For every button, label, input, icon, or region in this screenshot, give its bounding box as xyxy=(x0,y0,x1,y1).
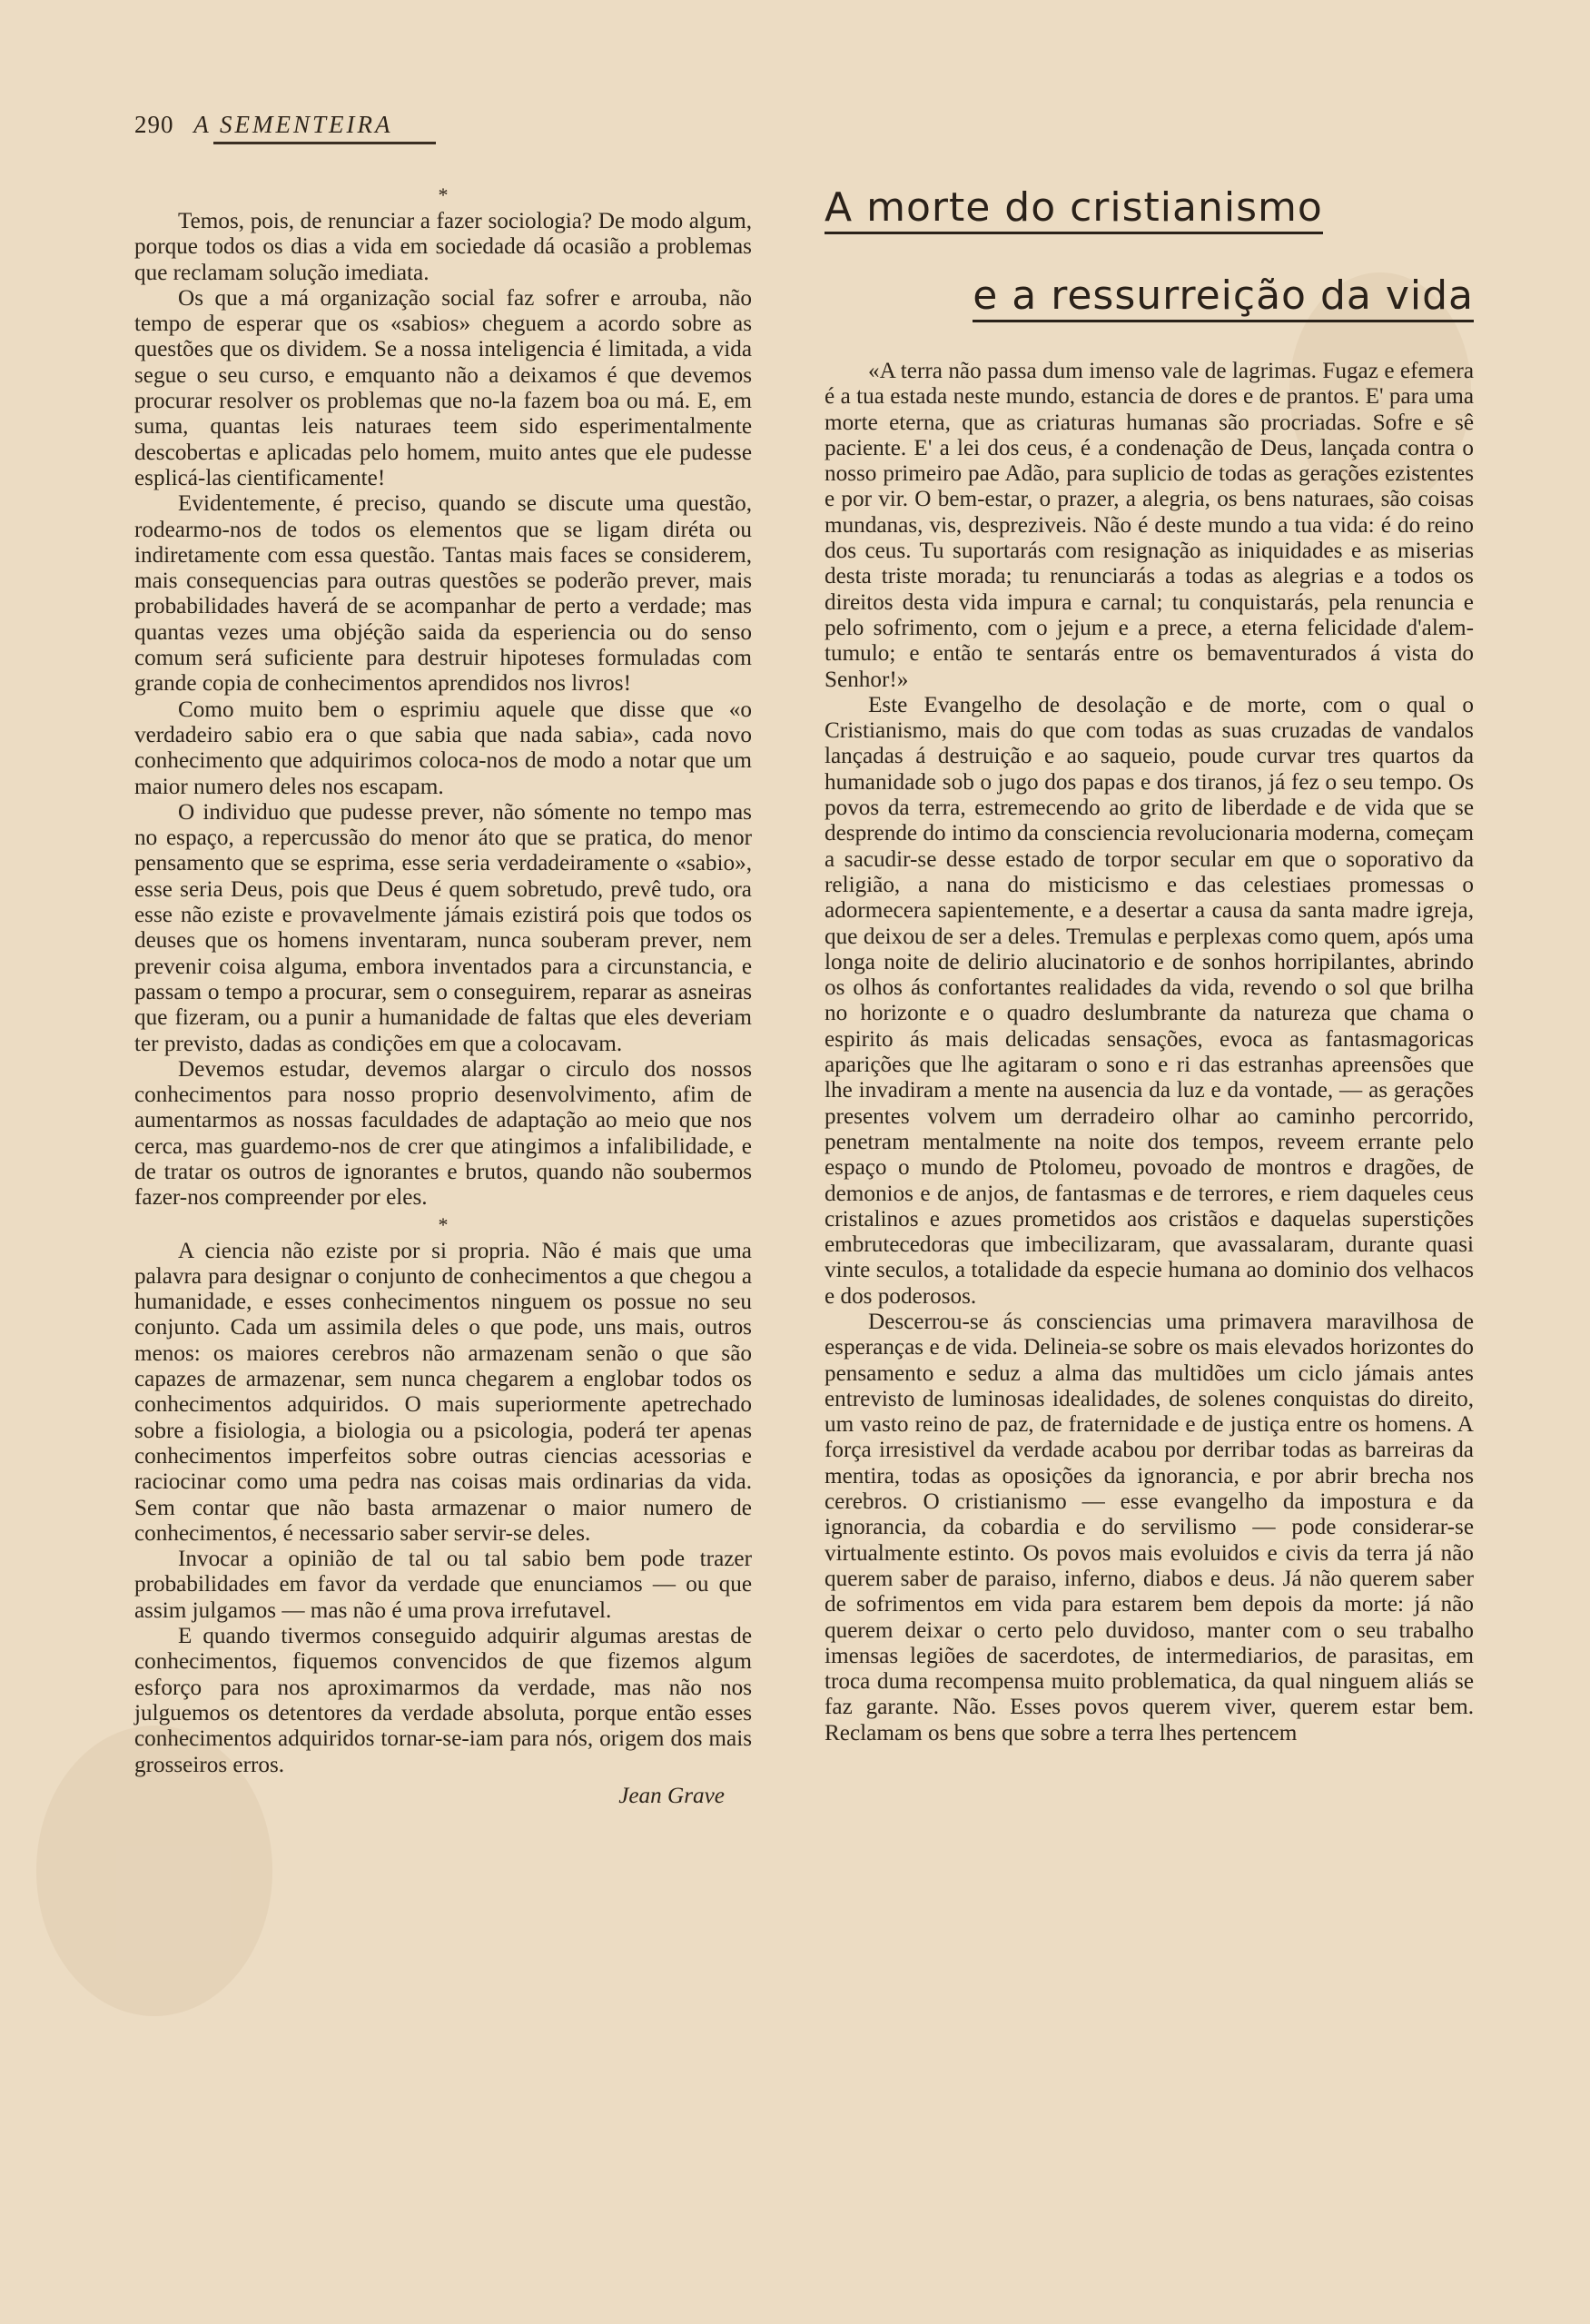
left-column xyxy=(134,182,752,1809)
paragraph: E quando tivermos conseguido adquirir algumas arestas de conhecimentos, fiquemos convencidos de que fizemos algum esforço para nos aproximarmos da verdade, mas não nos julguemos os detentores da verdade absoluta, porque então esses conhecimentos adquiridos tornar-se-iam para nós, origem dos mais grosseiros erros. xyxy=(134,1624,752,1777)
right-column xyxy=(825,186,1474,1746)
header-rule xyxy=(213,142,436,144)
paragraph: Devemos estudar, devemos alargar o circulo dos nossos conhecimentos para nosso proprio desenvolvimento, afim de aumentarmos as nossas faculdades de adaptação ao meio que nos cerca, mas guardemo-nos de crer que atingimos a infalibilidade, e de tratar os outros de ignorantes e brutos, quando não soubermos fazer-nos compreender por eles. xyxy=(134,1056,752,1211)
section-separator: * xyxy=(438,183,449,206)
paragraph: Invocar a opinião de tal ou tal sabio bem pode trazer probabilidades em favor da verdade que enunciamos — ou que assim julgamos — mas não é uma prova irrefutavel. xyxy=(134,1547,752,1623)
paragraph: Como muito bem o esprimiu aquele que disse que «o verdadeiro sabio era o que sabia que nada sabia», cada novo conhecimento que adquirimos coloca-nos de modo a notar que um maior numero deles nos escapam. xyxy=(134,697,752,799)
paragraph: Este Evangelho de desolação e de morte, com o qual o Cristianismo, mais do que com todas as suas cruzadas de vandalos lançadas á destruição e ao saqueio, poude curvar tres quartos da humanidade sob o jugo dos papas e dos tiranos, já fez o seu tempo. Os povos da terra, estremecendo ao grito de liberdade e de vida que se desprende do intimo da consciencia revolucionaria moderna, começam a sacudir-se desse estado de torpor secular em que o soporativo da religião, a nana do misticismo e das celestiaes promessas o adormecera sapientemente, e a desertar a causa da santa madre igreja, que deixou de ser a deles. Tremulas e perplexas como quem, após uma longa noite de delirio alucinatorio e de sonhos horripilantes, abrindo os olhos ás confortantes realidades da vida, revendo o sol que brilha no horizonte e o quadro deslumbrante da natureza que chama o espirito ás mais delicadas sensações, evoca as fantasmagoricas aparições que lhe agitaram o sono e ri das estranhas apreensões que lhe invadiram a mente na ausencia da luz e da vontade, — as gerações presentes volvem um derradeiro olhar ao caminho percorrido, penetram mentalmente na noite dos tempos, reveem errante pelo espaço o mundo de Ptolomeu, povoado de montros e dragões, de demonios e de anjos, de fantasmas e de terrores, e riem daqueles ceus cristalinos e azues prometidos aos cristãos e daquelas superstições embrutecedoras que imbecilizaram, que avassalaram, durante quasi vinte seculos, a totalidade da especie humana ao dominio dos velhacos e dos poderosos. xyxy=(825,692,1474,1309)
section-separator: * xyxy=(438,1212,449,1236)
title-line-2: e a ressurreição da vida xyxy=(973,274,1474,322)
paragraph: O individuo que pudesse prever, não sómente no tempo mas no espaço, a repercussão do menor áto que se pratica, do menor pensamento que se esprima, esse seria verdadeiramente o «sabio», esse seria Deus, pois que Deus é quem sobretudo, prevê tudo, ora esse não eziste e provavelmente jámais ezistirá pois que todos os deuses que os homens inventaram, nunca souberam prever, nem prevenir coisa alguma, embora inventados para a circunstancia, e passam o tempo a procurar, sem o conseguirem, reparar as asneiras que fizeram, ou a punir a humanidade de faltas que eles deveriam ter previsto, dadas as condições em que a colocavam. xyxy=(134,799,752,1056)
paragraph: Temos, pois, de renunciar a fazer sociologia? De modo algum, porque todos os dias a vida em sociedade dá ocasião a problemas que reclamam solução imediata. xyxy=(134,209,752,285)
author-signature: Jean Grave xyxy=(618,1783,725,1808)
title-line-1: A morte do cristianismo xyxy=(825,186,1323,234)
page-number: 290 xyxy=(134,111,174,138)
page-header xyxy=(134,111,392,139)
article-title xyxy=(825,186,1474,322)
publication-title: A SEMENTEIRA xyxy=(193,111,393,138)
paragraph: Descerrou-se ás consciencias uma primavera maravilhosa de esperanças e de vida. Delineia-se sobre os mais elevados horizontes do pensamento e seduz a alma das multidões um ciclo jámais antes entrevisto de luminosas idealidades, de solenes conquistas do direito, um vasto reino de paz, de fraternidade e de justiça entre os homens. A força irresistivel da verdade acabou por derribar todas as barreiras da mentira, todas as oposições da ignorancia, e por abrir brecha nos cerebros. O cristianismo — esse evangelho da impostura e da ignorancia, da cobardia e do servilismo — pode considerar-se virtualmente estinto. Os povos mais evoluidos e civis da terra já não querem saber de paraiso, inferno, diabos e deus. Já não querem saber de sofrimentos em vida para estarem bem depois da morte: já não querem deixar o certo pelo duvidoso, manter com o seu trabalho imensas legiões de sacerdotes, de intermediarios, de parasitas, em troca duma recompensa muito problematica, da qual ninguem aliás se faz garante. Não. Esses povos querem viver, querem estar bem. Reclamam os bens que sobre a terra lhes pertencem xyxy=(825,1309,1474,1745)
paragraph: Os que a má organização social faz sofrer e arrouba, não tempo de esperar que os «sabios» cheguem a acordo sobre as questões que os dividem. Se a nossa inteligencia é limitada, a vida segue o seu curso, e emquanto não a deixamos é que devemos procurar resolver os problemas que no-la fazem boa ou má. E, em suma, quantas leis naturaes teem sido esperimentalmente descobertas e aplicadas pelo homem, muito antes que ele pudesse esplicá-las cientificamente! xyxy=(134,285,752,490)
paragraph: «A terra não passa dum imenso vale de lagrimas. Fugaz e efemera é a tua estada neste mundo, estancia de dores e de prantos. E' para uma morte eterna, que as criaturas humanas são procriadas. Sofre e sê paciente. E' a lei dos ceus, é a condenação de Deus, lançada contra o nosso primeiro pae Adão, para suplicio de todas as gerações ezistentes e por vir. O bem-estar, o prazer, a alegria, os bens naturaes, são coisas mundanas, vis, despreziveis. Não é deste mundo a tua vida: é do reino dos ceus. Tu suportarás com resignação as iniquidades e as miserias desta triste morada; tu renunciarás a todas as alegrias e a todos os direitos desta vida impura e carnal; tu conquistarás, pela renuncia e pelo sofrimento, com o jejum e a prece, a eterna felicidade d'alem-tumulo; e então te sentarás entre os bemaventurados á vista do Senhor!» xyxy=(825,359,1474,692)
paragraph: A ciencia não eziste por si propria. Não é mais que uma palavra para designar o conjunto de conhecimentos a que chegou a humanidade, e esses conhecimentos ninguem os possue no seu conjunto. Cada um assimila deles o que pode, uns mais, outros menos: os maiores cerebros não armazenam senão o que são capazes de armazenar, sem nunca chegarem a englobar todos os conhecimentos adquiridos. O mais superiormente apetrechado sobre a fisiologia, a biologia ou a psicologia, poderá ter apenas conhecimentos imperfeitos sobre outras ciencias acessorias e raciocinar como uma pedra nas coisas mais ordinarias da vida. Sem contar que não basta armazenar o maior numero de conhecimentos, é necessario saber servir-se deles. xyxy=(134,1238,752,1546)
paragraph: Evidentemente, é preciso, quando se discute uma questão, rodearmo-nos de todos os elementos que se ligam diréta ou indiretamente com essa questão. Tantas mais faces se considerem, mais consequencias para outras questões se poderão prever, mais probabilidades haverá de se acompanhar de perto a verdade; mas quantas vezes uma objéção saida da esperiencia ou do senso comum será suficiente para destruir hipoteses formuladas com grande copia de conhecimentos aprendidos nos livros! xyxy=(134,491,752,697)
